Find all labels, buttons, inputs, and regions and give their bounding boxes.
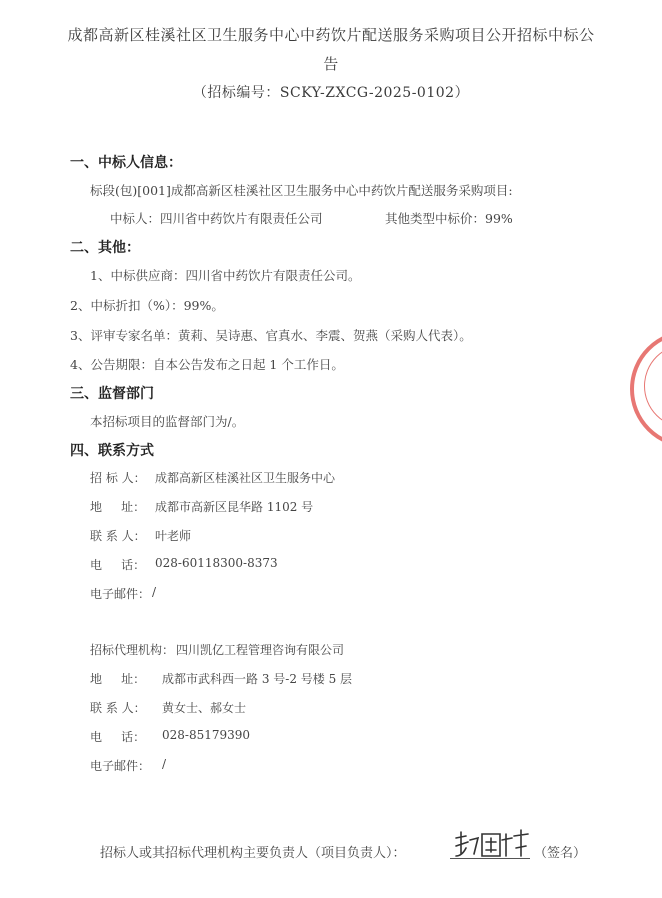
agency-label: 电 话： <box>90 730 146 744</box>
signature-label: 招标人或其招标代理机构主要负责人（项目负责人）： <box>100 846 406 861</box>
agency-label: 招标代理机构： <box>90 643 175 657</box>
agency-value: 黄女士、郝女士 <box>162 701 247 715</box>
agency-label: 地 址： <box>90 672 146 686</box>
agency-label: 联 系 人： <box>90 701 146 715</box>
other-item: 1、中标供应商：四川省中药饮片有限责任公司。 <box>90 268 361 283</box>
contact-label: 地 址： <box>90 500 146 514</box>
agency-value: 成都市武科西一路 3 号-2 号楼 5 层 <box>162 672 353 686</box>
signature-suffix: （签名） <box>534 846 587 861</box>
winner-name: 中标人：四川省中药饮片有限责任公司 <box>110 211 323 226</box>
contact-label: 电子邮件： <box>90 587 151 601</box>
contact-value: / <box>152 585 157 599</box>
agency-value: 028-85179390 <box>162 728 251 742</box>
supervision-text: 本招标项目的监督部门为/。 <box>90 414 245 429</box>
contact-value: 028-60118300-8373 <box>155 556 278 570</box>
seal-inner-ring <box>644 344 662 428</box>
notice-title-line2: 告 <box>323 55 339 73</box>
notice-title-line1: 成都高新区桂溪社区卫生服务中心中药饮片配送服务采购项目公开招标中标公 <box>67 26 595 44</box>
contact-label: 电 话： <box>90 558 146 572</box>
section1-heading: 一、中标人信息： <box>70 155 182 171</box>
other-item: 2、中标折扣（%）：99%。 <box>70 298 224 313</box>
agency-value: 四川凯亿工程管理咨询有限公司 <box>176 643 345 657</box>
other-item: 4、公告期限：自本公告发布之日起 1 个工作日。 <box>70 357 344 372</box>
official-seal <box>630 330 662 448</box>
tender-number: （招标编号：SCKY-ZXCG-2025-0102） <box>192 85 470 101</box>
other-item: 3、评审专家名单：黄莉、吴诗惠、官真水、李震、贺燕（采购人代表）。 <box>70 328 472 343</box>
agency-value: / <box>162 757 167 771</box>
signature-line <box>450 858 530 859</box>
contact-value: 成都高新区桂溪社区卫生服务中心 <box>155 471 336 485</box>
contact-value: 成都市高新区昆华路 1102 号 <box>155 500 314 514</box>
contact-label: 招 标 人： <box>90 471 146 485</box>
contact-label: 联 系 人： <box>90 529 146 543</box>
section3-heading: 三、监督部门 <box>70 386 154 402</box>
section4-heading: 四、联系方式 <box>70 443 154 459</box>
agency-label: 电子邮件： <box>90 759 151 773</box>
contact-value: 叶老师 <box>155 529 192 543</box>
section2-heading: 二、其他： <box>70 240 140 256</box>
lot-line: 标段(包)[001]成都高新区桂溪社区卫生服务中心中药饮片配送服务采购项目: <box>90 183 513 198</box>
winning-price: 其他类型中标价：99% <box>385 211 513 226</box>
